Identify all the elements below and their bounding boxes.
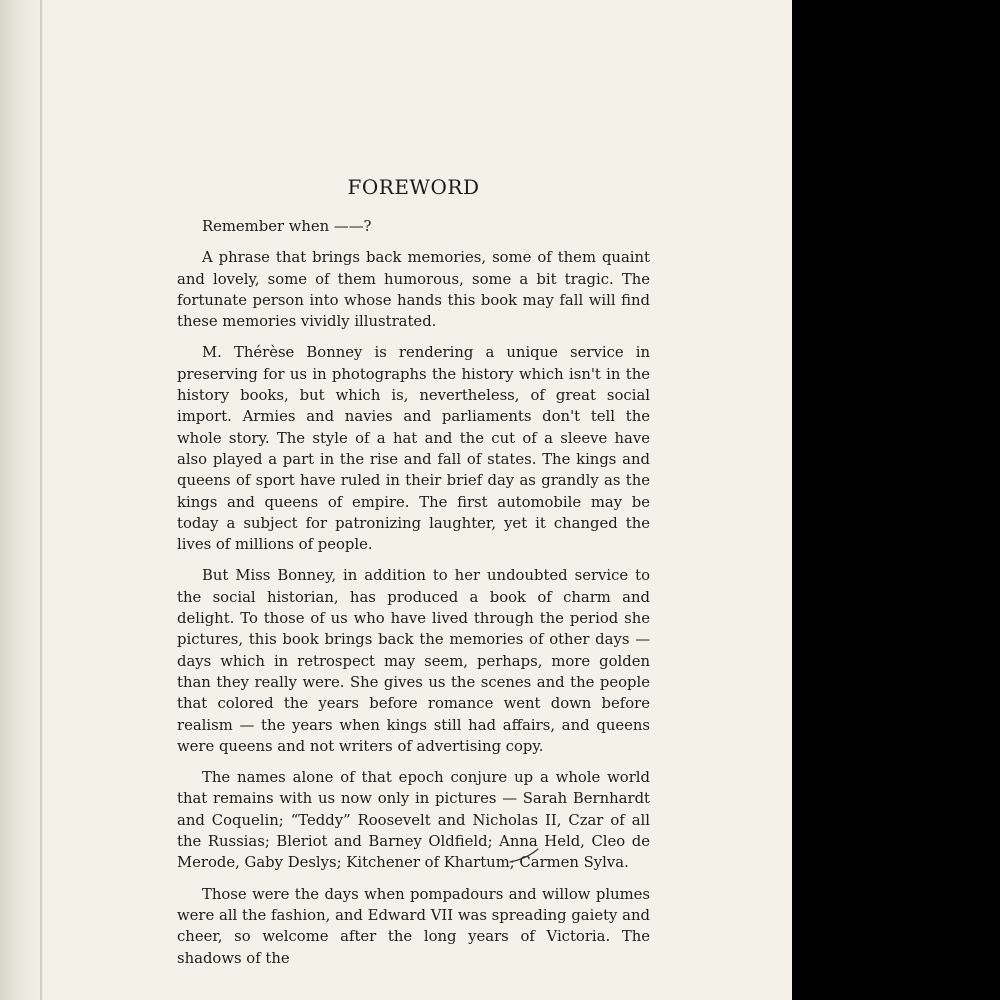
foreword-text-block <box>177 172 650 979</box>
page-gutter-shadow <box>0 0 44 1000</box>
foreword-heading: FOREWORD <box>347 175 480 199</box>
pencil-mark <box>508 842 548 868</box>
paragraph-phrase-memories: A phrase that brings back memories, some of them quaint and lovely, some of them humorous, some a bit tragic. The fortunate person into whose hands this book may fall will find these memories vividly illustrated. <box>177 249 650 331</box>
page-fold-line <box>40 0 42 1000</box>
paragraph-remember-when: Remember when ——? <box>202 218 372 235</box>
paragraph-names-of-epoch: The names alone of that epoch conjure up a whole world that remains with us now only in pictures — Sarah Bernhardt and Coquelin; “Teddy” Roosevelt and Nicholas II, Czar of all the Russias; Bleriot and Barney Oldfield; Anna Held, Cleo de Merode, Gaby Deslys; Kitchener of Khartum; Carmen Sylva. <box>177 769 650 872</box>
paragraph-those-were-the-days: Those were the days when pompadours and willow plumes were all the fashion, and Edward VII was spreading gaiety and cheer, so welcome after the long years of Victoria. The shadows of the <box>177 885 650 967</box>
paragraph-bonney-service: M. Thérèse Bonney is rendering a unique service in preserving for us in photographs the history which isn't in the history books, but which is, nevertheless, of great social import. Armies and navies and parliaments don't tell the whole story. The style of a hat and the cut of a sleeve have also played a part in the rise and fall of states. The kings and queens of sport have ruled in their brief day as grandly as the kings and queens of empire. The first automobile may be today a subject for patronizing laughter, yet it changed the lives of millions of people. <box>177 344 650 554</box>
paragraph-charm-delight: But Miss Bonney, in addition to her undoubted service to the social historian, has produced a book of charm and delight. To those of us who have lived through the period she pictures, this book brings back the memories of other days — days which in retrospect may seem, perhaps, more golden than they really were. She gives us the scenes and the people that colored the years before romance went down before realism — the years when kings still had affairs, and queens were queens and not writers of advertising copy. <box>177 567 650 755</box>
